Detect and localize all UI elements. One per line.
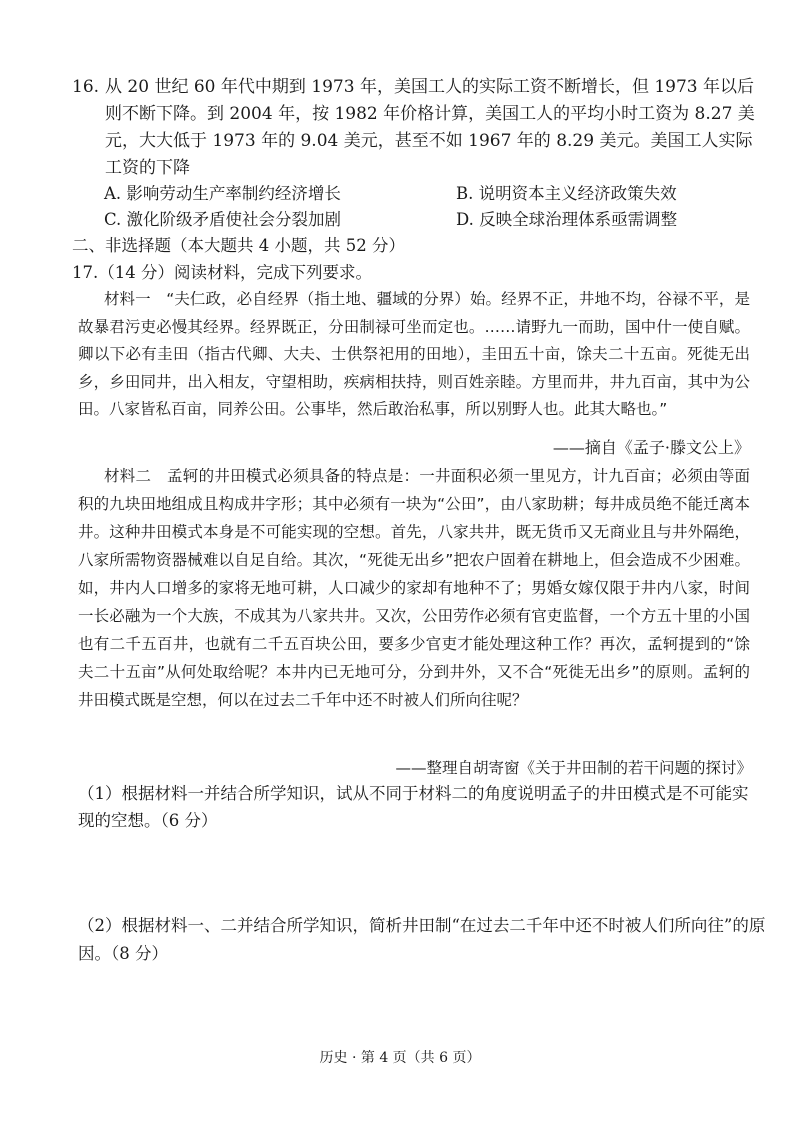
option-b: B. 说明资本主义经济政策失效 <box>456 184 677 203</box>
option-c: C. 激化阶级矛盾使社会分裂加剧 <box>104 210 342 229</box>
question-number: 16. <box>72 77 100 97</box>
sub-question-2: （2）根据材料一、二并结合所学知识，简析井田制“在过去二千年中还不时被人们所向往”的原因。（8 分） <box>78 916 766 963</box>
material-two-source: ——整理自胡寄窗《关于井田制的若干问题的探讨》 <box>395 759 752 777</box>
question-16 <box>72 74 762 182</box>
sub-question-1: （1）根据材料一并结合所学知识，试从不同于材料二的角度说明孟子的井田模式是不可能实现的空想。（6 分） <box>78 784 749 830</box>
section-heading: 二、非选择题（本大题共 4 小题，共 52 分） <box>72 236 405 255</box>
question-stem: 从 20 世纪 60 年代中期到 1973 年，美国工人的实际工资不断增长，但 1973 年以后则不断下降。到 2004 年，按 1982 年价格计算，美国工人的平均小时工资为 8.27 美元，大大低于 1973 年的 9.04 美元，甚至不如 1967 年的 8.29 美元。美国工人实际工资的下降 <box>105 77 755 178</box>
option-d: D. 反映全球治理体系亟需调整 <box>456 210 678 229</box>
question-17-header: 17.（14 分）阅读材料，完成下列要求。 <box>72 263 372 282</box>
material-two: 材料二 孟轲的井田模式必须具备的特点是：一井面积必须一里见方，计九百亩；必须由等面积的九块田地组成且构成井字形；其中必须有一块为“公田”，由八家助耕；每井成员绝不能迁离本井。这种井田模式本身是不可能实现的空想。首先，八家共井，既无货币又无商业且与井外隔绝，八家所需物资器械难以自足自给。其次，“死徙无出乡”把农户固着在耕地上，但会造成不少困难。如，井内人口增多的家将无地可耕，人口减少的家却有地种不了；男婚女嫁仅限于井内八家，时间一长必融为一个大族，不成其为八家共井。又次，公田劳作必须有官吏监督，一个方五十里的小国也有二千五百井，也就有二千五百块公田，要多少官吏才能处理这种工作？再次，孟轲提到的“馀夫二十五亩”从何处取给呢？本井内已无地可分，分到井外，又不合“死徙无出乡”的原则。孟轲的井田模式既是空想，何以在过去二千年中还不时被人们所向往呢？ <box>78 467 750 709</box>
material-one-source: ——摘自《孟子·滕文公上》 <box>552 438 750 457</box>
option-a: A. 影响劳动生产率制约经济增长 <box>104 184 341 203</box>
page-footer: 历史 · 第 4 页（共 6 页） <box>319 1050 481 1066</box>
material-one: 材料一 “夫仁政，必自经界（指土地、疆域的分界）始。经界不正，井地不均，谷禄不平，是故暴君污吏必慢其经界。经界既正，分田制禄可坐而定也。……请野九一而助，国中什一使自赋。卿以下必有圭田（指古代卿、大夫、士供祭祀用的田地），圭田五十亩，馀夫二十五亩。死徙无出乡，乡田同井，出入相友，守望相助，疾病相扶持，则百姓亲睦。方里而井，井九百亩，其中为公田。八家皆私百亩，同养公田。公事毕，然后敢治私事，所以别野人也。此其大略也。” <box>78 290 750 418</box>
